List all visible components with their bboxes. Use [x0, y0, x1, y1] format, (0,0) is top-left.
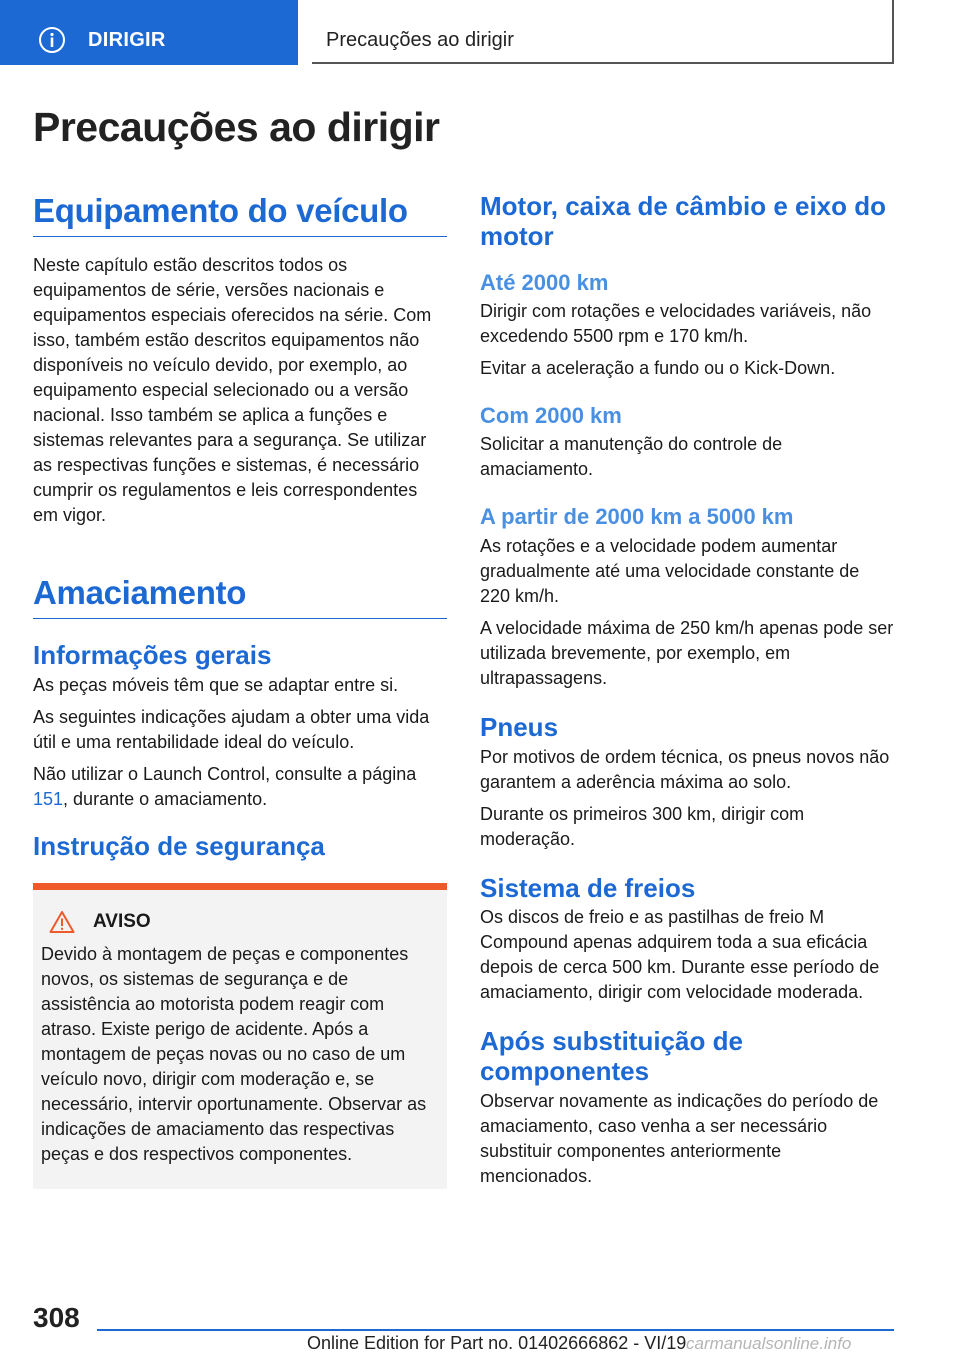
warning-title: AVISO	[93, 910, 151, 932]
warning-head	[41, 910, 439, 934]
equipment-text: Neste capítulo estão descritos todos os equipamentos de série, versões nacionais e equipamentos especiais oferecidos na série. Com isso, também estão descritos equipamentos não disponíveis no veículo devido, por exemplo, ao equipamento especial selecionado ou a versão nacional. Isso também se aplica a funções e sistemas relevantes para a segurança. Se utilizar as respectivas funções e sistemas, é necessário cumprir os regulamentos e leis correspondentes em vigor.	[33, 254, 432, 525]
page-title: Precauções ao dirigir	[33, 104, 440, 150]
watermark: carmanualsonline.info	[686, 1334, 852, 1353]
brakes-heading: Sistema de freios	[480, 872, 696, 903]
right-column	[480, 192, 894, 1189]
until-2000-p1: Dirigir com rotações e velocidades variáveis, não excedendo 5500 rpm e 170 km/h.	[480, 301, 872, 347]
safety-heading: Instrução de segurança	[33, 830, 325, 861]
brakes-p1: Os discos de freio e as pastilhas de freio M Compound apenas adquirem toda a sua eficácia depois de cerca 500 km. Durante esse período de amaciamento, dirigir com velocidade moderada.	[480, 907, 880, 1003]
warning-text: Devido à montagem de peças e componentes novos, os sistemas de segurança e de assistência ao motorista podem reagir com atraso. Existe perigo de acidente. Após a montagem de peças novas ou no caso de um veículo novo, dirigir com moderação e, se necessário, intervir oportunamente. Observar as indicações de amaciamento das respectivas peças e dos respectivos componentes.	[41, 943, 427, 1164]
tires-p1: Por motivos de ordem técnica, os pneus novos não garantem a aderência máxima ao solo.	[480, 746, 890, 792]
left-column	[33, 192, 447, 1189]
at-2000-p1: Solicitar a manutenção do controle de amaciamento.	[480, 434, 783, 480]
info-icon	[38, 26, 66, 54]
equipment-heading: Equipamento do veículo	[33, 192, 447, 237]
chapter-tab	[0, 0, 298, 65]
until-2000-heading: Até 2000 km	[480, 269, 609, 295]
engine-heading: Motor, caixa de câmbio e eixo do motor	[480, 191, 887, 251]
until-2000-p2: Evitar a aceleração a fundo ou o Kick-Down.	[480, 358, 836, 379]
general-info-heading: Informações gerais	[33, 639, 272, 670]
warning-box	[33, 883, 447, 1189]
general-info-p3-before: Não utilizar o Launch Control, consulte a página	[33, 763, 417, 784]
footer-edition: Online Edition for Part no. 01402666862 - VI/19	[307, 1333, 687, 1353]
from-2000-to-5000-p1: As rotações e a velocidade podem aumentar gradualmente até uma velocidade constante de 220 km/h.	[480, 535, 860, 606]
at-2000-heading: Com 2000 km	[480, 403, 622, 429]
page-link-151[interactable]: 151	[33, 788, 64, 809]
chapter-label: DIRIGIR	[88, 29, 166, 51]
page-number: 308	[33, 1302, 80, 1333]
section-header	[312, 0, 894, 64]
from-2000-to-5000-heading: A partir de 2000 km a 5000 km	[480, 504, 794, 530]
from-2000-to-5000-p2: A velocidade máxima de 250 km/h apenas pode ser utilizada brevemente, por exemplo, em ultrapassagens.	[480, 617, 894, 688]
breakin-heading: Amaciamento	[33, 574, 447, 619]
general-info-p1: As peças móveis têm que se adaptar entre si.	[33, 674, 399, 695]
general-info-p3-after: , durante o amaciamento.	[63, 788, 268, 809]
tires-heading: Pneus	[480, 711, 559, 742]
general-info-p3	[33, 762, 447, 812]
warning-triangle-icon	[49, 910, 75, 934]
footer-rule	[97, 1329, 894, 1331]
section-label: Precauções ao dirigir	[326, 29, 514, 51]
general-info-p2: As seguintes indicações ajudam a obter uma vida útil e uma rentabilidade ideal do veículo.	[33, 706, 430, 752]
replacement-heading: Após substituição de componentes	[480, 1026, 743, 1087]
replacement-p1: Observar novamente as indicações do período de amaciamento, caso venha a ser necessário substituir componentes anteriormente mencionados.	[480, 1091, 879, 1187]
tires-p2: Durante os primeiros 300 km, dirigir com moderação.	[480, 803, 805, 849]
